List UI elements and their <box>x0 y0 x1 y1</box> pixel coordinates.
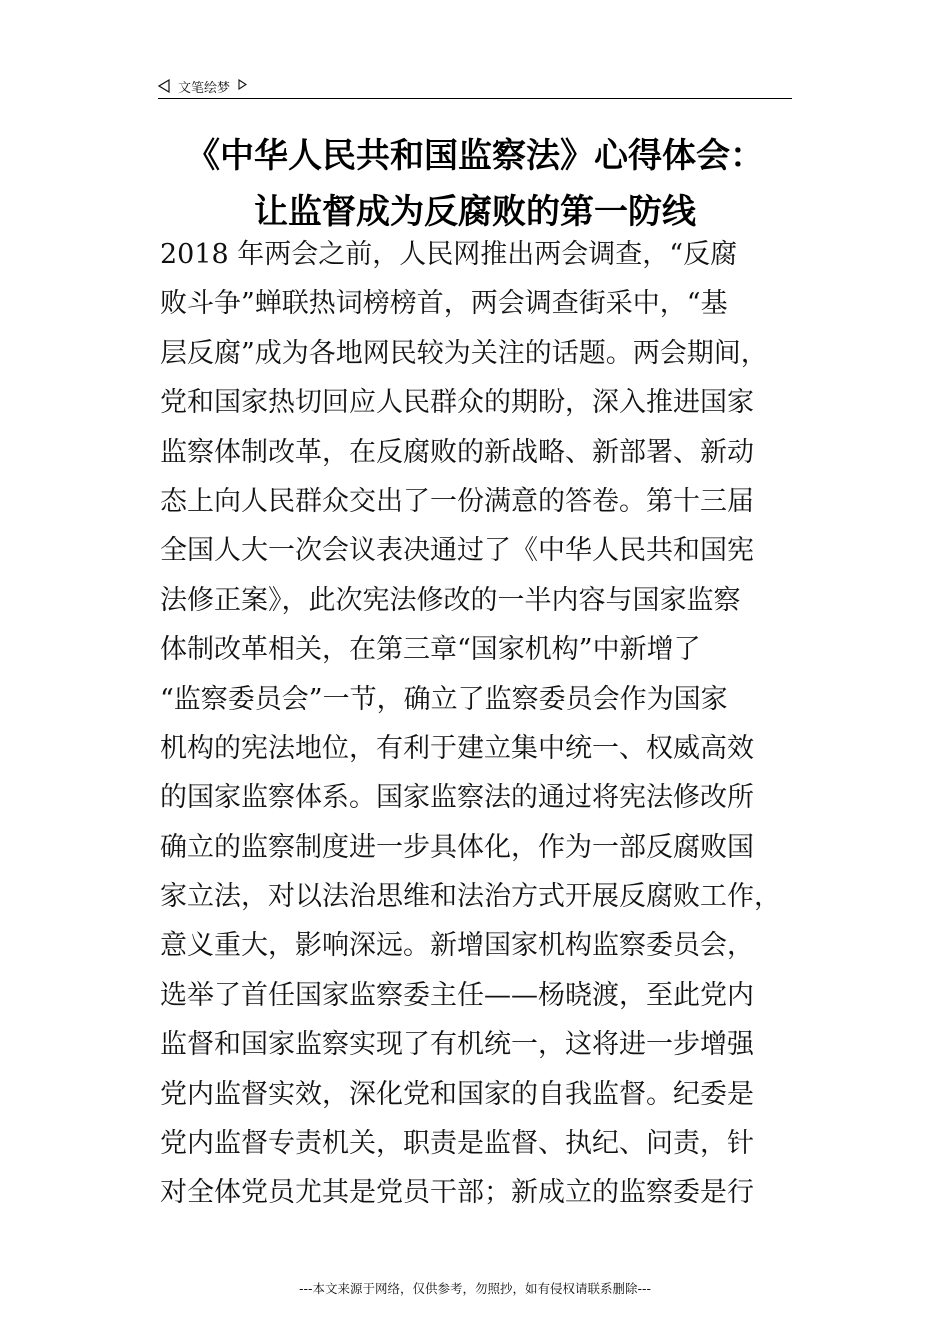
body-line: 败斗争”蝉联热词榜榜首，两会调查街采中，“基 <box>160 288 728 320</box>
title-line-1: 《中华人民共和国监察法》心得体会： <box>186 136 764 176</box>
body-line: 的国家监察体系。国家监察法的通过将宪法修改所 <box>160 782 754 814</box>
right-triangle-icon <box>238 79 247 90</box>
body-line: 党内监督专责机关，职责是监督、执纪、问责，针 <box>160 1128 754 1160</box>
body-line: 家立法，对以法治思维和法治方式开展反腐败工作， <box>160 881 781 913</box>
body-line: 党内监督实效，深化党和国家的自我监督。纪委是 <box>160 1078 754 1110</box>
body-line: 态上向人民群众交出了一份满意的答卷。第十三届 <box>160 485 754 517</box>
document-title <box>150 128 800 240</box>
body-line: 对全体党员尤其是党员干部；新成立的监察委是行 <box>160 1177 754 1209</box>
body-line: 监察体制改革，在反腐败的新战略、新部署、新动 <box>160 436 754 468</box>
body-line: 全国人大一次会议表决通过了《中华人民共和国宪 <box>160 535 754 567</box>
body-line: “监察委员会”一节，确立了监察委员会作为国家 <box>160 683 728 715</box>
body-line: 选举了首任国家监察委主任——杨晓渡，至此党内 <box>160 979 754 1011</box>
body-line: 党和国家热切回应人民群众的期盼，深入推进国家 <box>160 387 754 419</box>
title-line-2: 让监督成为反腐败的第一防线 <box>254 192 696 232</box>
body-line: 监督和国家监察实现了有机统一，这将进一步增强 <box>160 1029 754 1061</box>
body-line: 2018 年两会之前，人民网推出两会调查，“反腐 <box>160 239 738 270</box>
header-brand: 文笔绘梦 <box>178 80 231 96</box>
body-line: 体制改革相关，在第三章“国家机构”中新增了 <box>160 634 701 666</box>
body-text <box>160 230 800 1218</box>
body-line: 法修正案》，此次宪法修改的一半内容与国家监察 <box>160 584 741 616</box>
body-line: 意义重大，影响深远。新增国家机构监察委员会， <box>160 930 754 962</box>
body-line: 机构的宪法地位，有利于建立集中统一、权威高效 <box>160 732 754 764</box>
body-line: 层反腐”成为各地网民较为关注的话题。两会期间， <box>160 337 768 369</box>
page-header <box>158 74 792 98</box>
page-footer: ---本文来源于网络，仅供参考，勿照抄，如有侵权请联系删除--- <box>298 1281 652 1296</box>
body-line: 确立的监察制度进一步具体化，作为一部反腐败国 <box>160 831 754 863</box>
header-divider <box>158 98 792 99</box>
left-triangle-icon <box>158 79 170 93</box>
